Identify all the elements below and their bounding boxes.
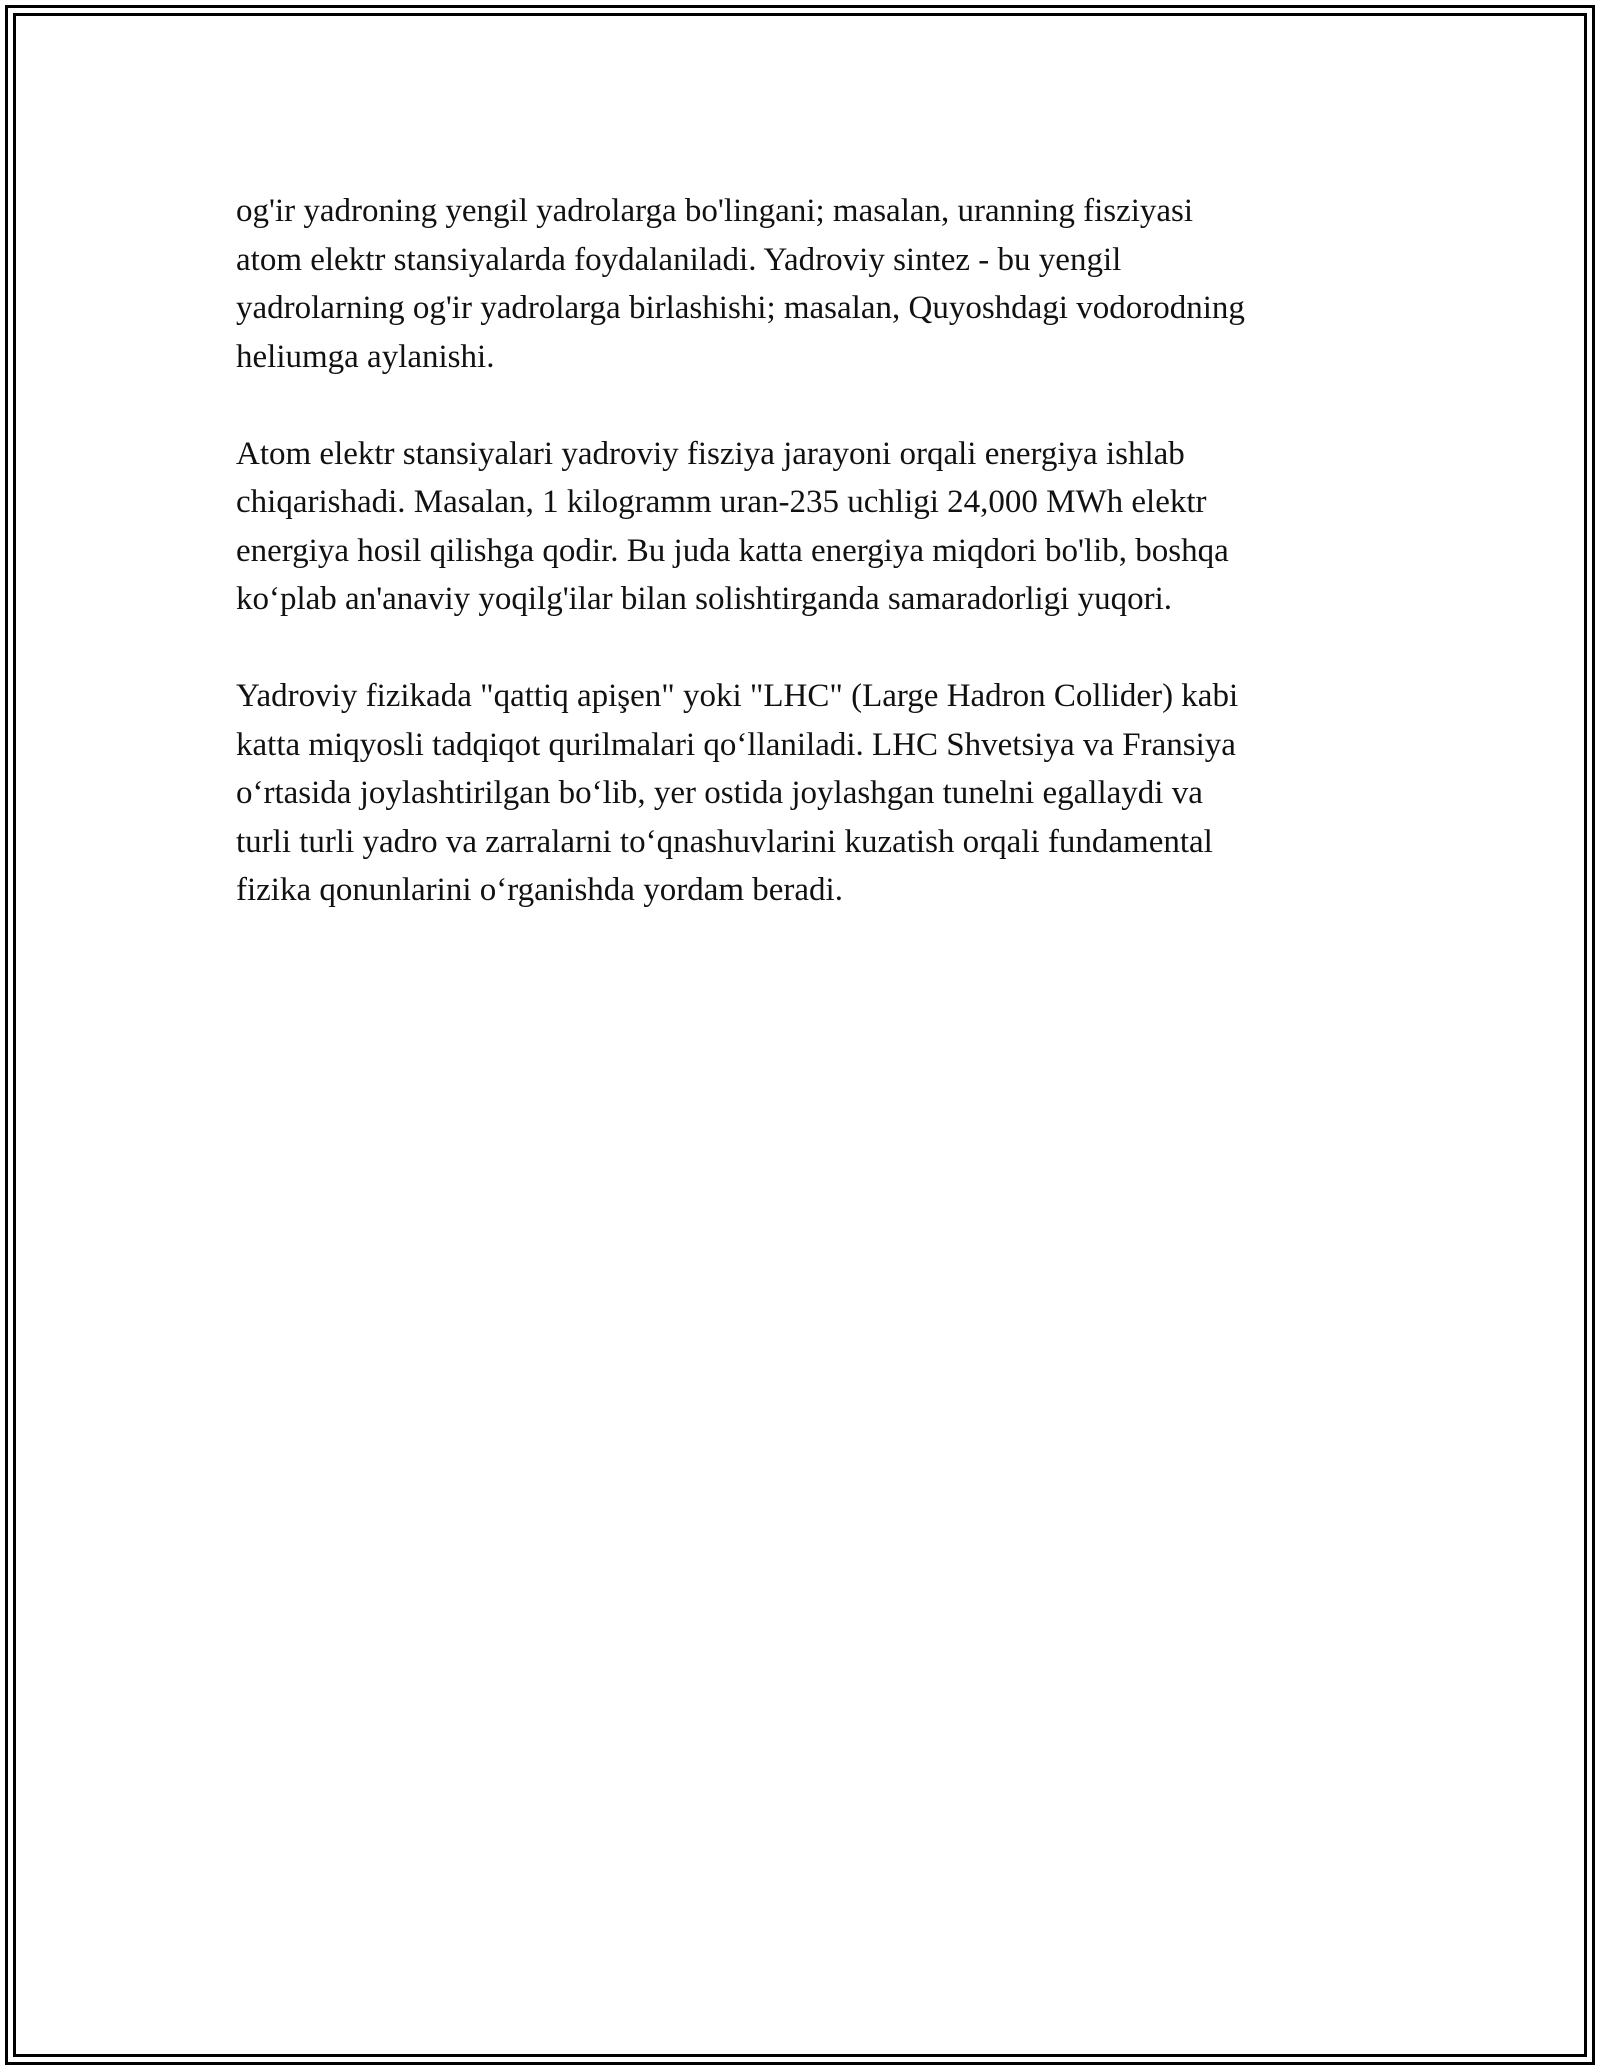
text-line: fizika qonunlarini o‘rganishda yordam beradi. (236, 872, 843, 908)
text-line: chiqarishadi. Masalan, 1 kilogramm uran-235 uchligi 24,000 MWh elektr (236, 484, 1207, 520)
text-line: o‘rtasida joylashtirilgan bo‘lib, yer ostida joylashgan tunelni egallaydi va (236, 775, 1203, 811)
paragraph-fission-fusion (236, 187, 1376, 381)
document-body (236, 187, 1376, 963)
paragraph-nuclear-power (236, 430, 1376, 624)
text-line: turli turli yadro va zarralarni to‘qnashuvlarini kuzatish orqali fundamental (236, 823, 1213, 860)
text-line: yadrolarning og'ir yadrolarga birlashishi; masalan, Quyoshdagi vodorodning (236, 290, 1245, 326)
text-line: atom elektr stansiyalarda foydalaniladi. Yadroviy sintez - bu yengil (236, 241, 1122, 278)
text-line: og'ir yadroning yengil yadrolarga bo'lingani; masalan, uranning fisziyasi (236, 193, 1194, 229)
paragraph-lhc (236, 672, 1376, 915)
text-line: Atom elektr stansiyalari yadroviy fisziya jarayoni orqali energiya ishlab (236, 435, 1185, 472)
text-line: ko‘plab an'anaviy yoqilg'ilar bilan solishtirganda samaradorligi yuqori. (236, 581, 1172, 617)
text-line: energiya hosil qilishga qodir. Bu juda katta energiya miqdori bo'lib, boshqa (236, 532, 1229, 569)
text-line: katta miqyosli tadqiqot qurilmalari qo‘llaniladi. LHC Shvetsiya va Fransiya (236, 726, 1236, 763)
text-line: Yadroviy fizikada "qattiq apişen" yoki "LHC" (Large Hadron Collider) kabi (236, 678, 1239, 714)
text-line: heliumga aylanishi. (236, 338, 495, 375)
